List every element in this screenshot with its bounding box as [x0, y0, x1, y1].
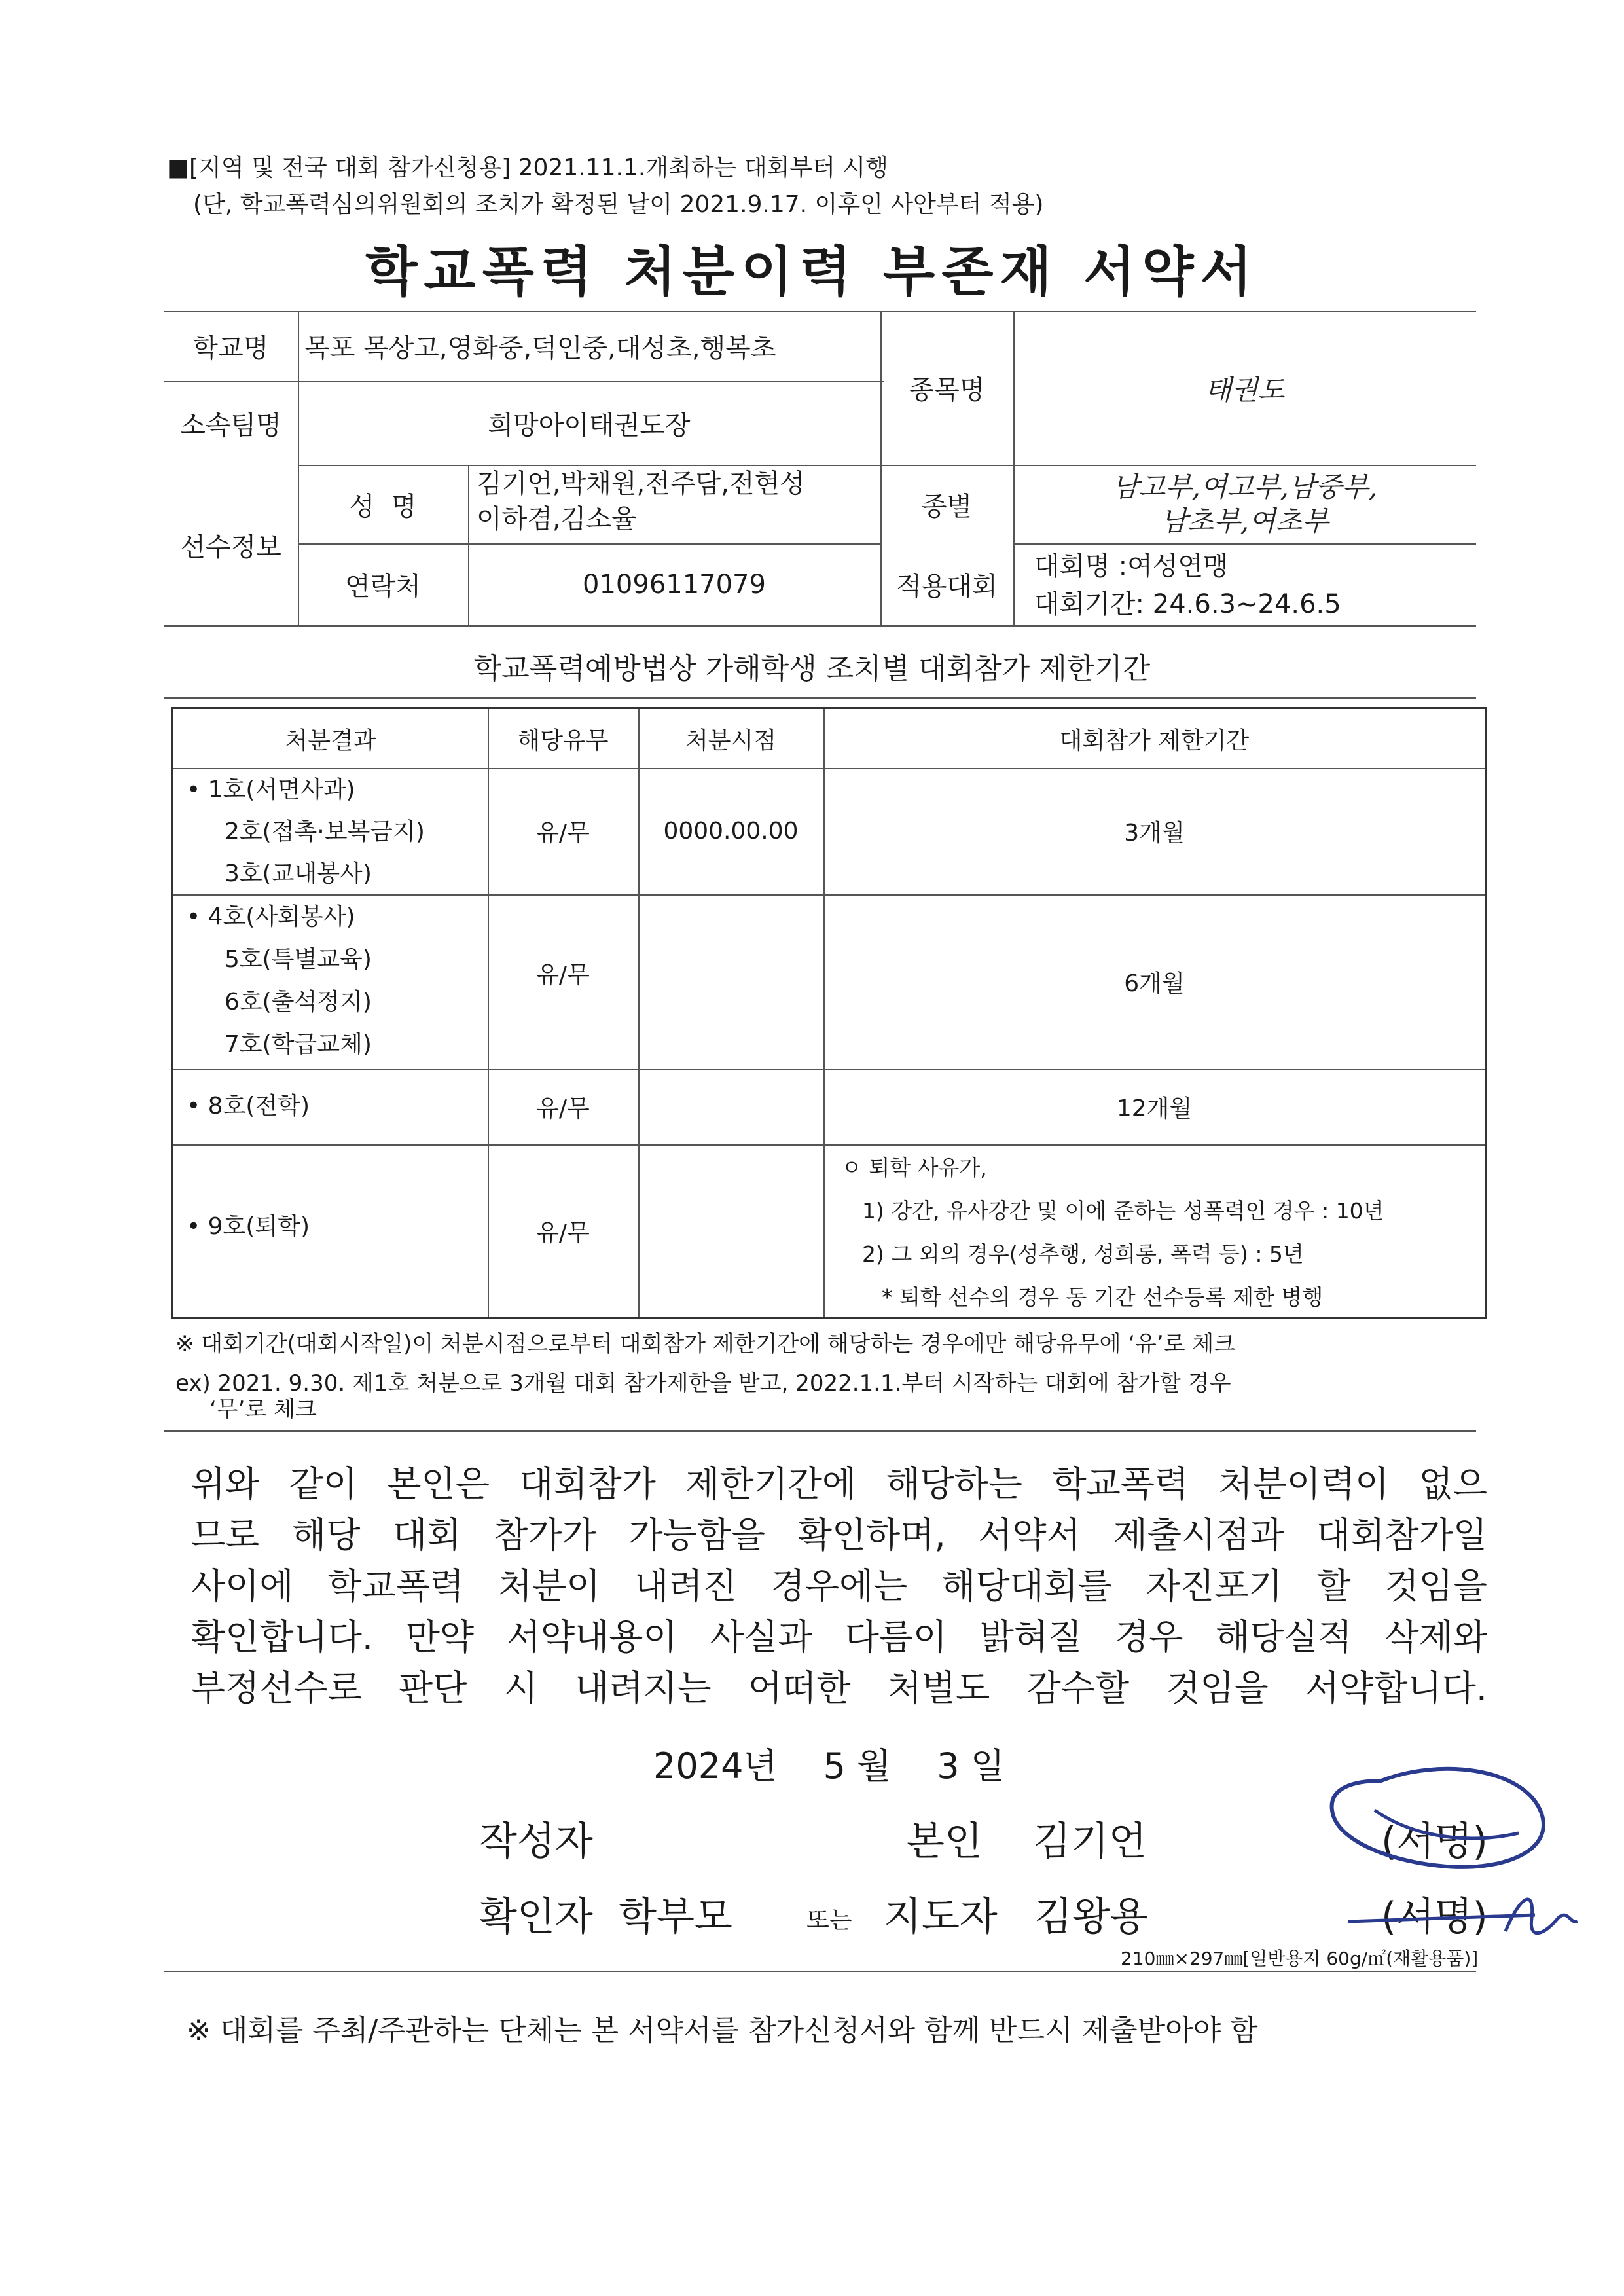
- note-check-instruction: ※ 대회기간(대회시작일)이 처분시점으로부터 대회참가 제한기간에 해당하는 경우에만 해당유무에 ‘유’로 체크: [175, 1331, 1236, 1357]
- confirmer-label: 확인자: [479, 1894, 593, 1940]
- header-period: 대회참가 제한기간: [1059, 727, 1250, 754]
- event-label: 종목명: [909, 375, 985, 405]
- school-label: 학교명: [192, 333, 269, 363]
- date-field[interactable]: [638, 1144, 823, 1317]
- confirmer-name: 김왕용: [1034, 1894, 1148, 1940]
- or-text: 또는: [806, 1907, 852, 1934]
- expulsion-period-details: ㅇ 퇴학 사유가, 1) 강간, 유사강간 및 이에 준하는 성폭력인 경우 : 10년 2) 그 외의 경우(성추행, 성희롱, 폭력 등) : 5년 * 퇴학 선수의 경우 동 기간 선수등록 제한 병행: [841, 1155, 1384, 1310]
- date-field[interactable]: 0000.00.00: [663, 818, 799, 845]
- pledge-paragraph: 위와 같이 본인은 대회참가 제한기간에 해당하는 학교폭력 처분이력이 없으 므로 해당 대회 참가가 가능함을 확인하며, 서약서 제출시점과 대회참가일 사이에 학교폭력 처분이 내려진 경우에는 해당대회를 자진포기 할 것임을 확인합니다. 만약 서약내용이 사실과 다름이 밝혀질 경우 해당실적 삭제와 부정선수로 판단 시 내려지는 어떠한 처벌도 감수할 것임을 서약합니다.: [191, 1463, 1487, 1709]
- applicable-checkbox[interactable]: 유/무: [536, 961, 590, 989]
- team-value: 희망아이태권도장: [488, 410, 691, 441]
- header-date: 처분시점: [685, 727, 777, 754]
- note-example-line-2: ‘무’로 체크: [209, 1396, 317, 1423]
- writer-label: 작성자: [479, 1819, 593, 1865]
- competition-value: 대회명 :여성연맹 대회기간: 24.6.3~24.6.5: [1034, 551, 1341, 619]
- applicable-checkbox[interactable]: 유/무: [536, 1219, 590, 1247]
- table-row: • 1호(서면사과) 2호(접촉·보복금지) 3호(교내봉사): [187, 776, 425, 887]
- contact-value: 01096117079: [583, 569, 766, 600]
- date-field[interactable]: [638, 894, 823, 1069]
- team-label: 소속팀명: [180, 410, 281, 441]
- writer-role: 본인: [907, 1819, 983, 1865]
- division-label: 종별: [921, 491, 973, 522]
- table-row: • 8호(전학): [187, 1093, 310, 1120]
- paper-spec: 210㎜×297㎜[일반용지 60g/㎡(재활용품)]: [1121, 1948, 1479, 1969]
- period-value: 3개월: [1124, 820, 1185, 847]
- note-example-line-1: ex) 2021. 9.30. 제1호 처분으로 3개월 대회 참가제한을 받고, 2022.1.1.부터 시작하는 대회에 참가할 경우: [175, 1370, 1231, 1396]
- period-value: 12개월: [1116, 1095, 1193, 1122]
- competition-label: 적용대회: [896, 572, 998, 602]
- page-title: 학교폭력 처분이력 부존재 서약서: [365, 241, 1259, 303]
- confirmer-role-coach: 지도자: [884, 1894, 998, 1940]
- header-result: 처분결과: [285, 727, 376, 754]
- period-value: 6개월: [1124, 970, 1185, 997]
- notice-line-2: (단, 학교폭력심의위원회의 조치가 확정된 날이 2021.9.17. 이후인 사안부터 적용): [193, 191, 1044, 218]
- restriction-table: [171, 707, 1487, 1319]
- header-applicable: 해당유무: [517, 727, 609, 754]
- confirmer-sign-label: (서명): [1381, 1894, 1488, 1940]
- footer-note: ※ 대회를 주최/주관하는 단체는 본 서약서를 참가신청서와 함께 반드시 제출받아야 함: [187, 2014, 1258, 2047]
- applicable-checkbox[interactable]: 유/무: [536, 820, 590, 847]
- name-label: 성 명: [349, 491, 417, 522]
- restriction-heading: 학교폭력예방법상 가해학생 조치별 대회참가 제한기간: [473, 652, 1151, 685]
- name-value: 김기언,박채원,전주담,전현성 이하겸,김소율: [477, 469, 805, 534]
- date-field[interactable]: [638, 1069, 823, 1144]
- handwritten-signature-icon: [1309, 1755, 1584, 1977]
- table-row: • 4호(사회봉사) 5호(특별교육) 6호(출석정지) 7호(학급교체): [187, 903, 372, 1058]
- confirmer-role-parent: 학부모: [619, 1894, 732, 1940]
- table-row: • 9호(퇴학): [187, 1213, 310, 1240]
- division-value: 남고부,여고부,남중부, 남초부,여초부: [1111, 471, 1378, 537]
- applicable-checkbox[interactable]: 유/무: [536, 1095, 590, 1122]
- notice-line-1: ■[지역 및 전국 대회 참가신청용] 2021.11.1.개최하는 대회부터 시행: [167, 155, 888, 181]
- player-info-label: 선수정보: [180, 532, 281, 562]
- pledge-date: 2024년 5 월 3 일: [653, 1745, 1005, 1787]
- school-value: 목포 목상고,영화중,덕인중,대성초,행복초: [304, 333, 776, 363]
- square-bullet-icon: ■: [167, 155, 190, 181]
- writer-sign-label: (서명): [1381, 1819, 1488, 1865]
- contact-label: 연락처: [345, 572, 421, 602]
- writer-name: 김기언: [1033, 1819, 1147, 1865]
- event-value: 태권도: [1204, 373, 1285, 406]
